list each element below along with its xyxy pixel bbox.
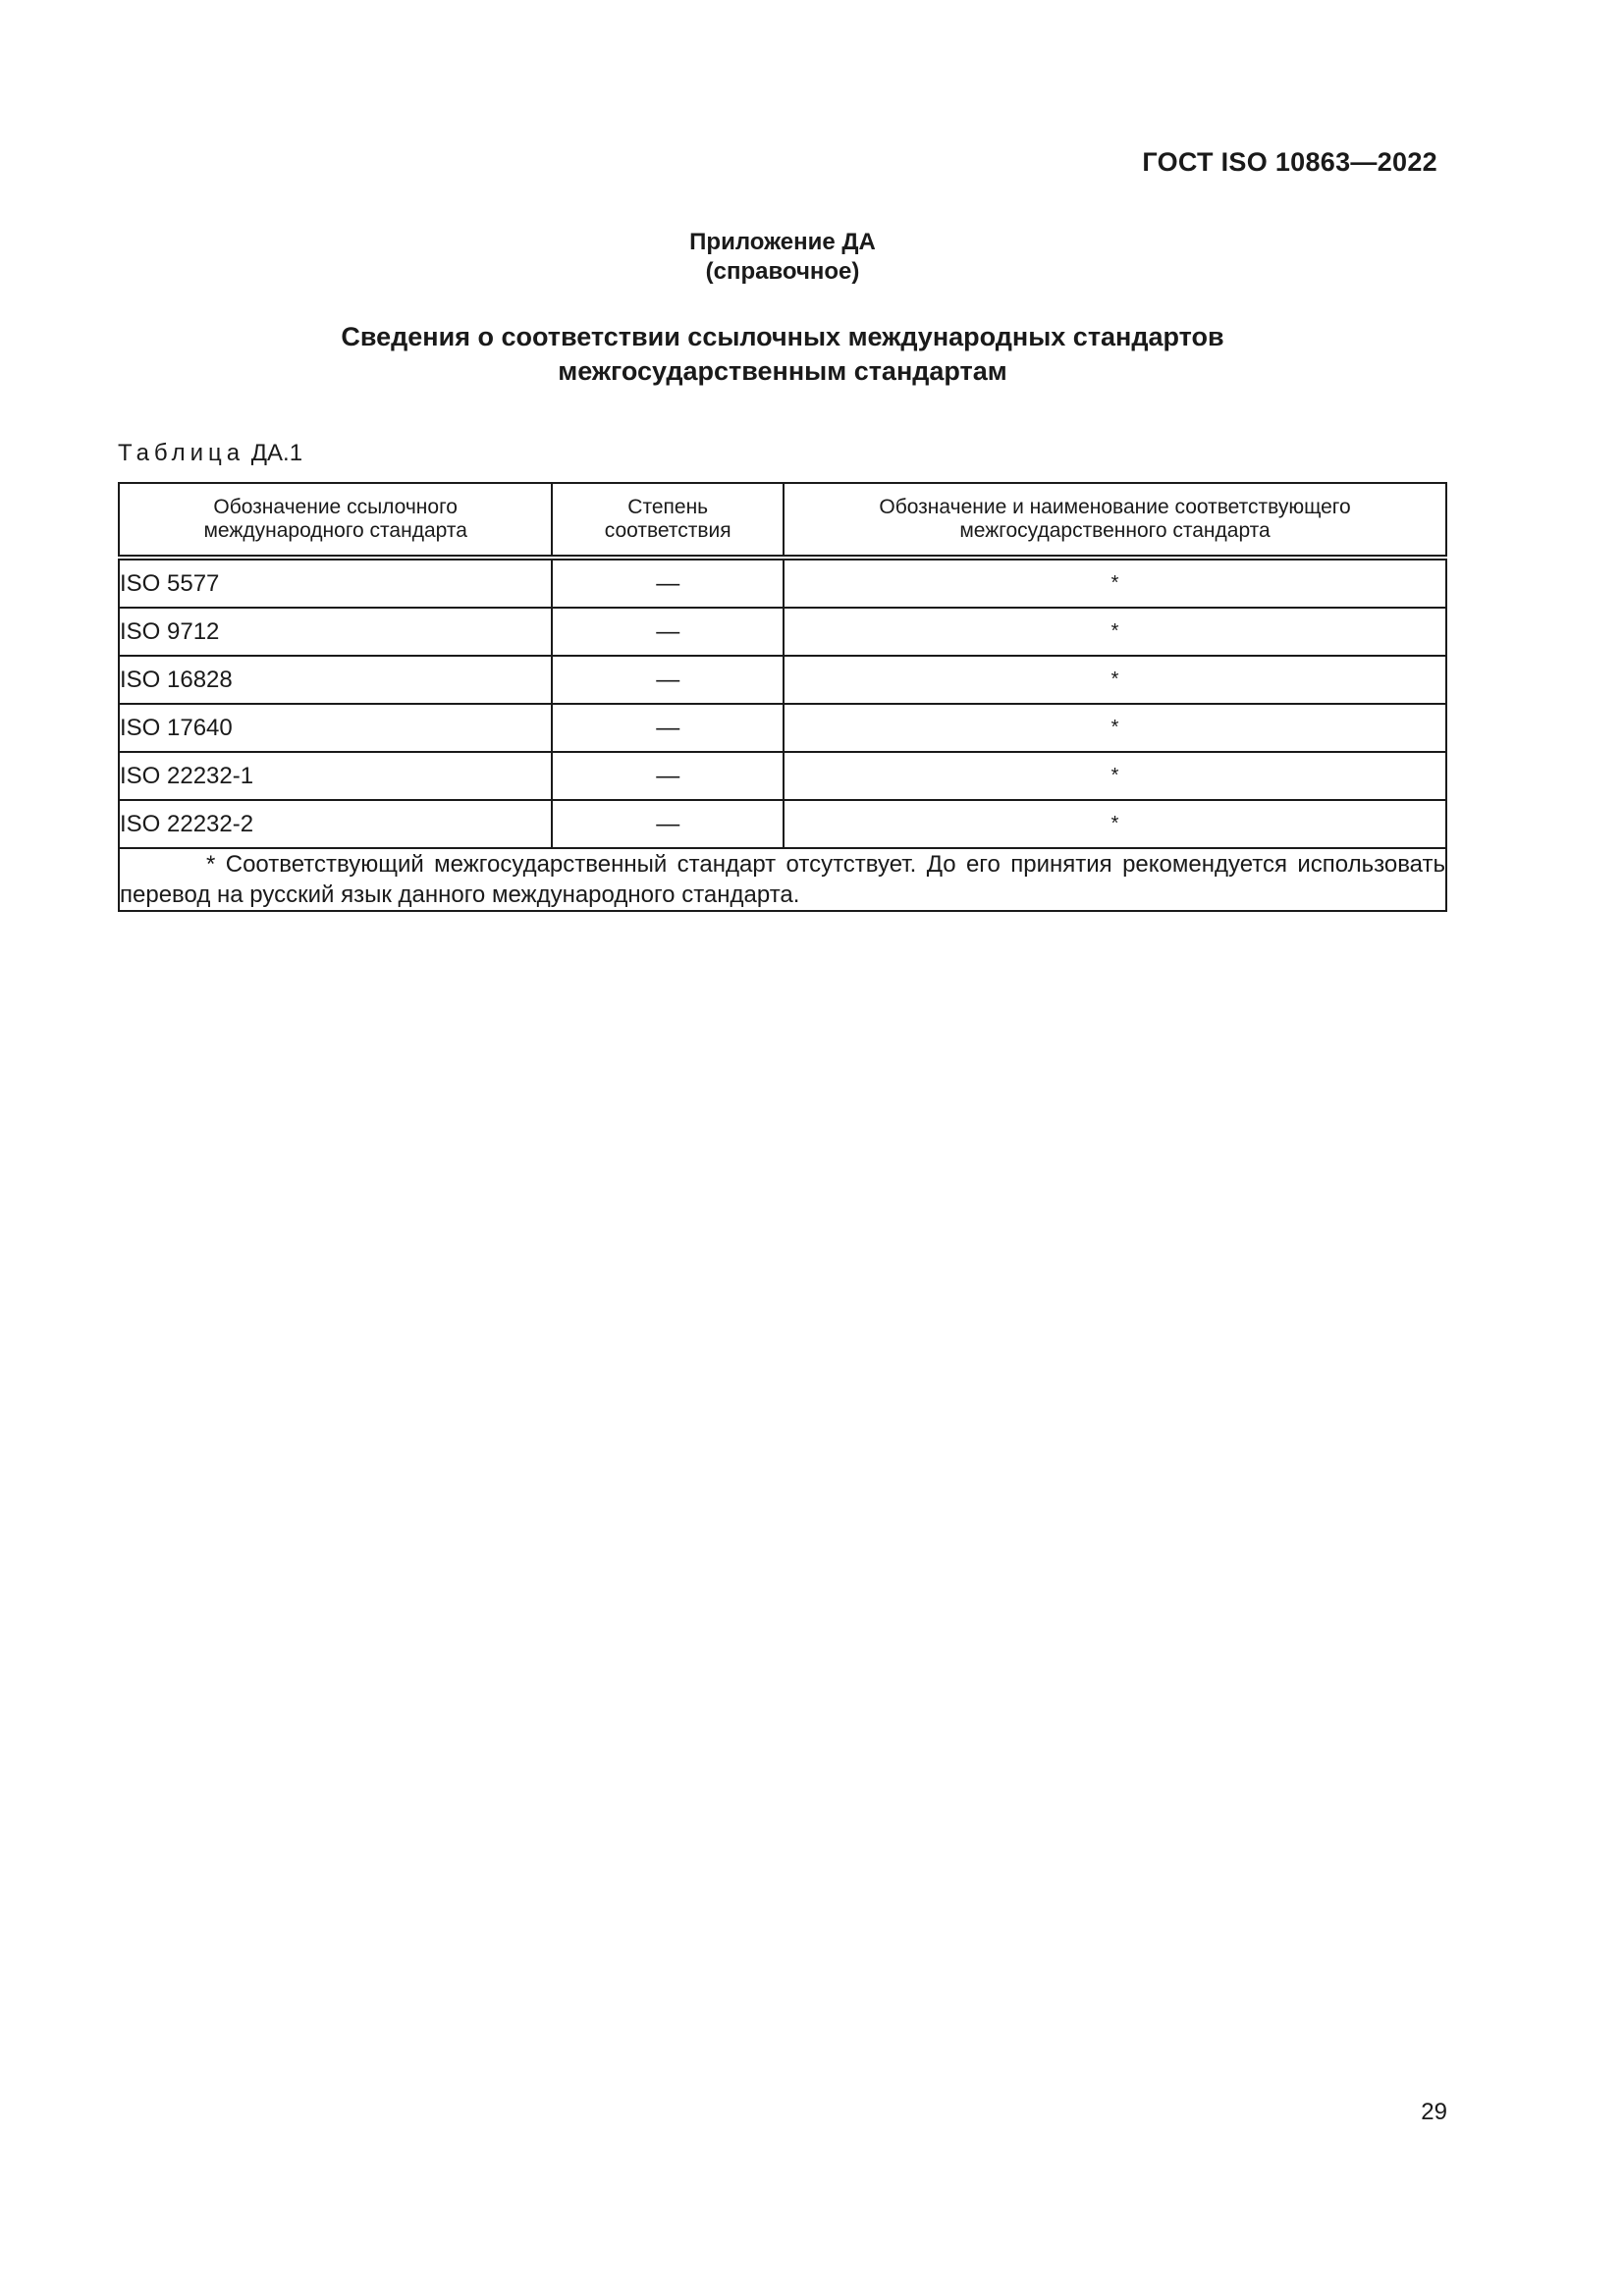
header-degree-of-conformity: Степень соответствия: [552, 483, 784, 558]
table-label-word: Таблица: [118, 440, 245, 466]
degree-cell: —: [552, 704, 784, 752]
table-row: [119, 704, 1446, 752]
table-label: [118, 440, 302, 467]
table-label-number: ДА.1: [250, 440, 303, 466]
gost-cell: *: [784, 704, 1446, 752]
standard-cell: ISO 5577: [119, 558, 552, 608]
document-code: ГОСТ ISO 10863—2022: [1142, 147, 1437, 177]
standard-cell: ISO 9712: [119, 608, 552, 656]
header-interstate-standard: Обозначение и наименование соответствующего межгосударственного стандарта: [784, 483, 1446, 558]
table-footnote-row: [119, 848, 1446, 911]
page-number: 29: [1421, 2099, 1447, 2125]
degree-cell: —: [552, 608, 784, 656]
degree-cell: —: [552, 800, 784, 848]
degree-cell: —: [552, 656, 784, 704]
standard-cell: ISO 22232-1: [119, 752, 552, 800]
degree-cell: —: [552, 752, 784, 800]
gost-cell: *: [784, 800, 1446, 848]
gost-cell: *: [784, 608, 1446, 656]
table-row: [119, 752, 1446, 800]
standard-cell: ISO 22232-2: [119, 800, 552, 848]
gost-cell: *: [784, 558, 1446, 608]
appendix-heading: [0, 228, 1565, 287]
appendix-subtitle: (справочное): [705, 258, 860, 285]
table-header-row: [119, 483, 1446, 558]
gost-cell: *: [784, 656, 1446, 704]
table-footnote: * Соответствующий межгосударственный стандарт отсутствует. До его принятия рекомендуется использовать перевод на русский язык данного международного стандарта.: [119, 848, 1446, 911]
section-title: [0, 320, 1565, 389]
standard-cell: ISO 17640: [119, 704, 552, 752]
gost-cell: *: [784, 752, 1446, 800]
table-row: [119, 656, 1446, 704]
section-title-line-1: Сведения о соответствии ссылочных международных стандартов: [341, 322, 1224, 351]
table-row: [119, 800, 1446, 848]
appendix-title: Приложение ДА: [689, 229, 876, 255]
standard-cell: ISO 16828: [119, 656, 552, 704]
section-title-line-2: межгосударственным стандартам: [558, 356, 1007, 386]
reference-standards-table: [118, 482, 1447, 912]
table-row: [119, 608, 1446, 656]
degree-cell: —: [552, 558, 784, 608]
header-reference-standard: Обозначение ссылочного международного стандарта: [119, 483, 552, 558]
table-row: [119, 558, 1446, 608]
